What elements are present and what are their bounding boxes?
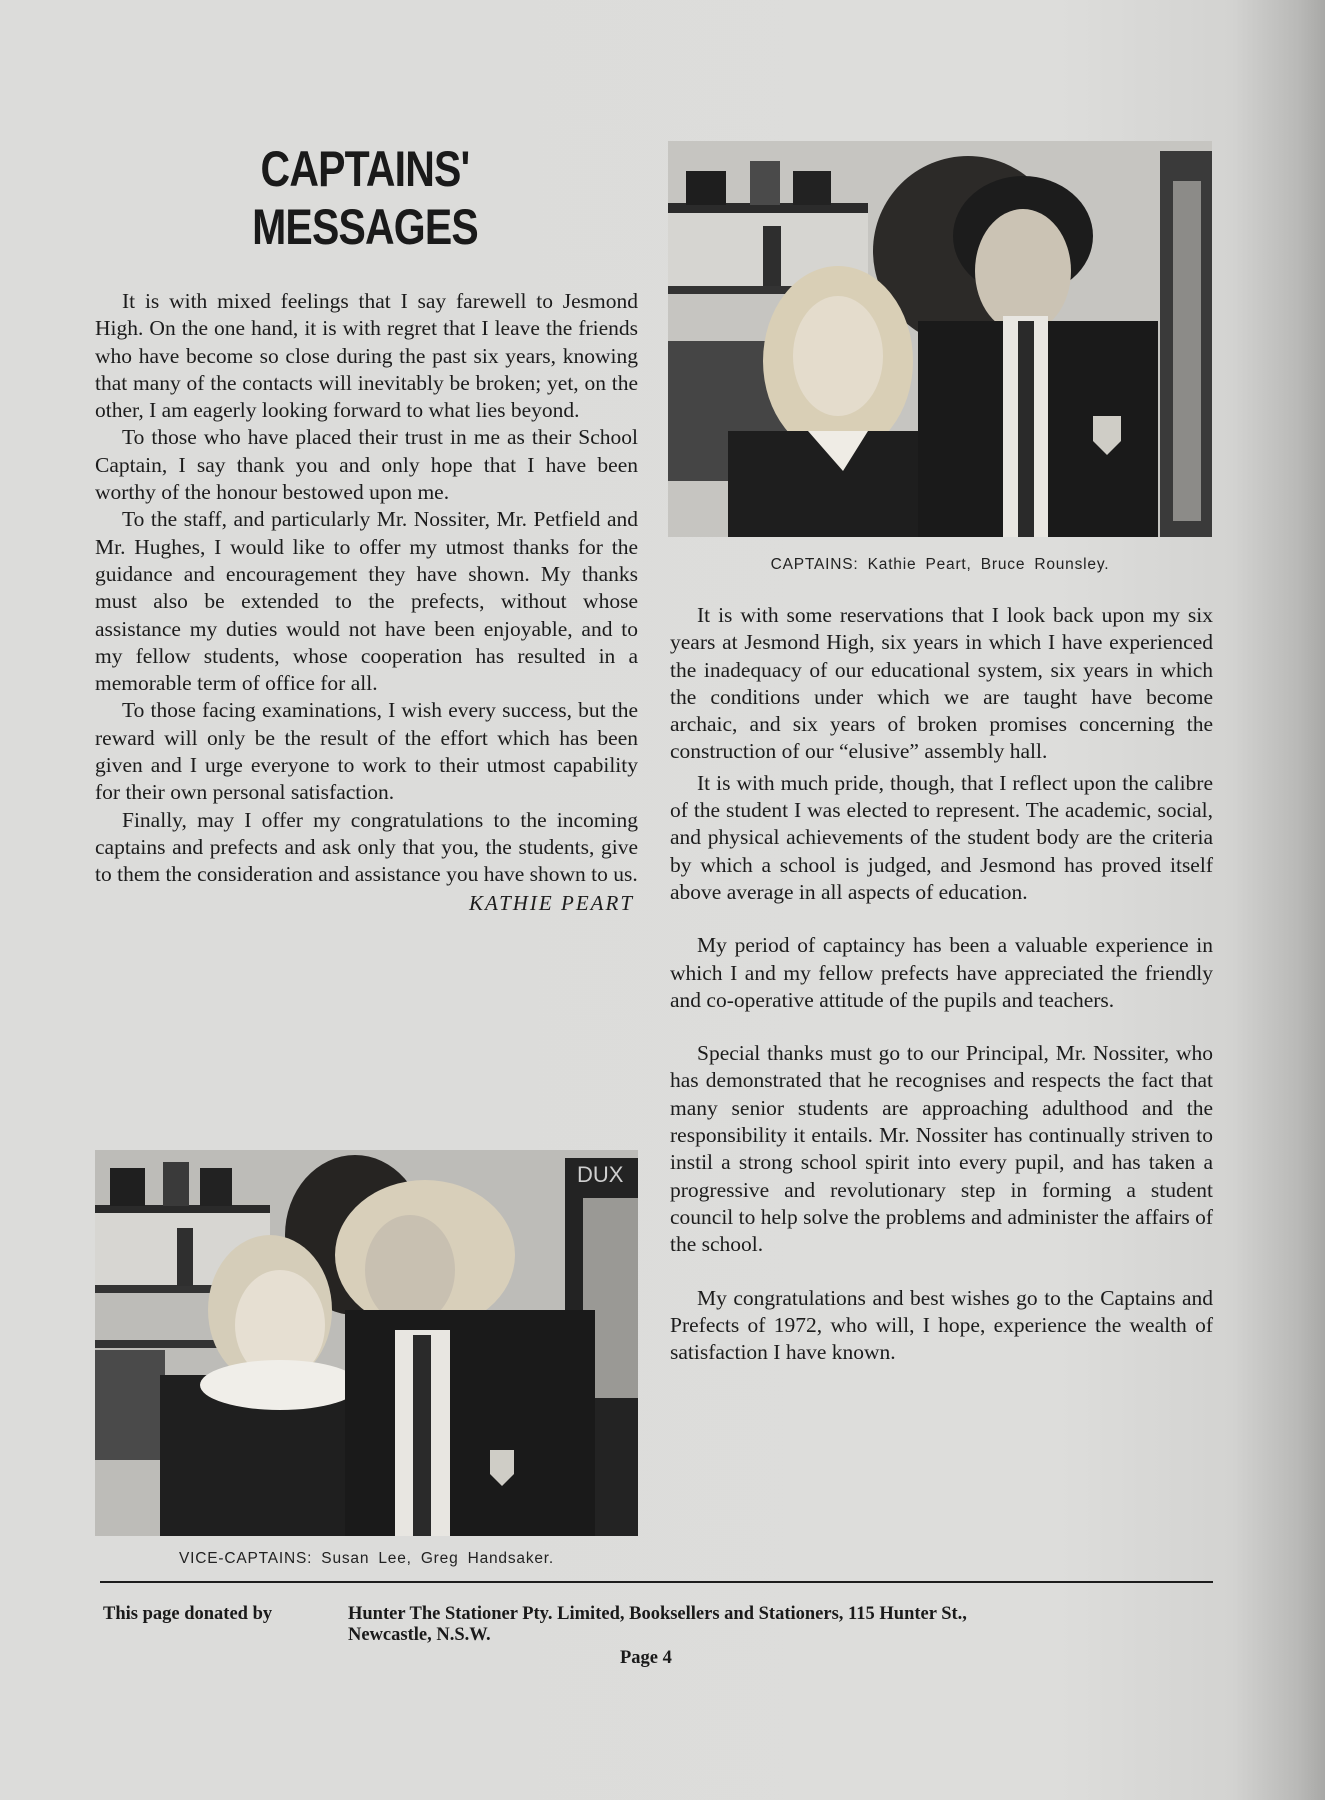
paragraph: To those facing examinations, I wish every success, but the reward will only be the result of the effort which has been given and I urge everyone to work to their utmost capability for their own personal satisfaction. [95, 698, 638, 805]
paragraph: To those who have placed their trust in me as their School Captain, I say thank you and only hope that I have been worthy of the honour bestowed upon me. [95, 425, 638, 505]
signature: KATHIE PEART [469, 890, 634, 915]
donor-name [348, 1604, 1218, 1646]
donor-line-2: Newcastle, N.S.W. [348, 1625, 491, 1645]
vice-captains-photo-caption: VICE-CAPTAINS: Susan Lee, Greg Handsaker. [178, 1550, 555, 1567]
right-column-message [670, 602, 1213, 1366]
donor-credit-lead: This page donated by [103, 1604, 273, 1624]
dux-board-label: DUX [577, 1162, 624, 1187]
left-column-message [95, 288, 638, 917]
page-number: Page 4 [620, 1648, 672, 1668]
paragraph: To the staff, and particularly Mr. Nossiter, Mr. Petfield and Mr. Hughes, I would like to offer my utmost thanks for the guidance and encouragement they have shown. My thanks must also be extended to the prefects, without whose assistance my duties would not have been enjoyable, and to my fellow students, whose cooperation has resulted in a memorable term of office for all. [95, 507, 638, 696]
paragraph: Finally, may I offer my congratulations to the incoming captains and prefects and ask only that you, the students, give to them the consideration and assistance you have shown to us. [95, 807, 638, 887]
footer-divider [100, 1581, 1213, 1583]
captains-photo-image [668, 141, 1212, 537]
donor-line-1: Hunter The Stationer Pty. Limited, Booksellers and Stationers, 115 Hunter St., [348, 1604, 967, 1624]
captains-photo-caption: CAPTAINS: Kathie Peart, Bruce Rounsley. [770, 556, 1110, 573]
paragraph: My congratulations and best wishes go to the Captains and Prefects of 1972, who will, I hope, experience the wealth of satisfaction I have known. [670, 1285, 1213, 1365]
page-title [230, 140, 501, 256]
title-line-2: MESSAGES [252, 199, 478, 255]
paragraph: It is with mixed feelings that I say farewell to Jesmond High. On the one hand, it is with regret that I leave the friends who have become so close during the past six years, knowing that many of the contacts will inevitably be broken; yet, on the other, I am eagerly looking forward to what lies beyond. [95, 289, 638, 423]
captains-photo [668, 141, 1212, 537]
paragraph: My period of captaincy has been a valuable experience in which I and my fellow prefects have appreciated the friendly and co-operative attitude of the pupils and teachers. [670, 933, 1213, 1012]
paragraph: It is with some reservations that I look back upon my six years at Jesmond High, six years in which I have experienced the inadequacy of our educational system, six years in which the conditions under which we are taught have become archaic, and six years of broken promises concerning the construction of our “elusive” assembly hall. [670, 603, 1213, 764]
vice-captains-photo-image [95, 1150, 638, 1536]
vice-captains-photo [95, 1150, 638, 1536]
paragraph: Special thanks must go to our Principal, Mr. Nossiter, who has demonstrated that he recognises and respects the fact that many senior students are approaching adulthood and the responsibility it entails. Mr. Nossiter has continually striven to instil a strong school spirit into every pupil, and has taken a progressive and revolutionary step in forming a student council to help solve the problems and administer the affairs of the school. [670, 1041, 1213, 1257]
title-line-1: CAPTAINS' [260, 141, 470, 197]
paragraph: It is with much pride, though, that I reflect upon the calibre of the student I was elected to represent. The academic, social, and physical achievements of the student body are the criteria by which a school is judged, and Jesmond has proved itself above average in all aspects of education. [670, 770, 1213, 904]
